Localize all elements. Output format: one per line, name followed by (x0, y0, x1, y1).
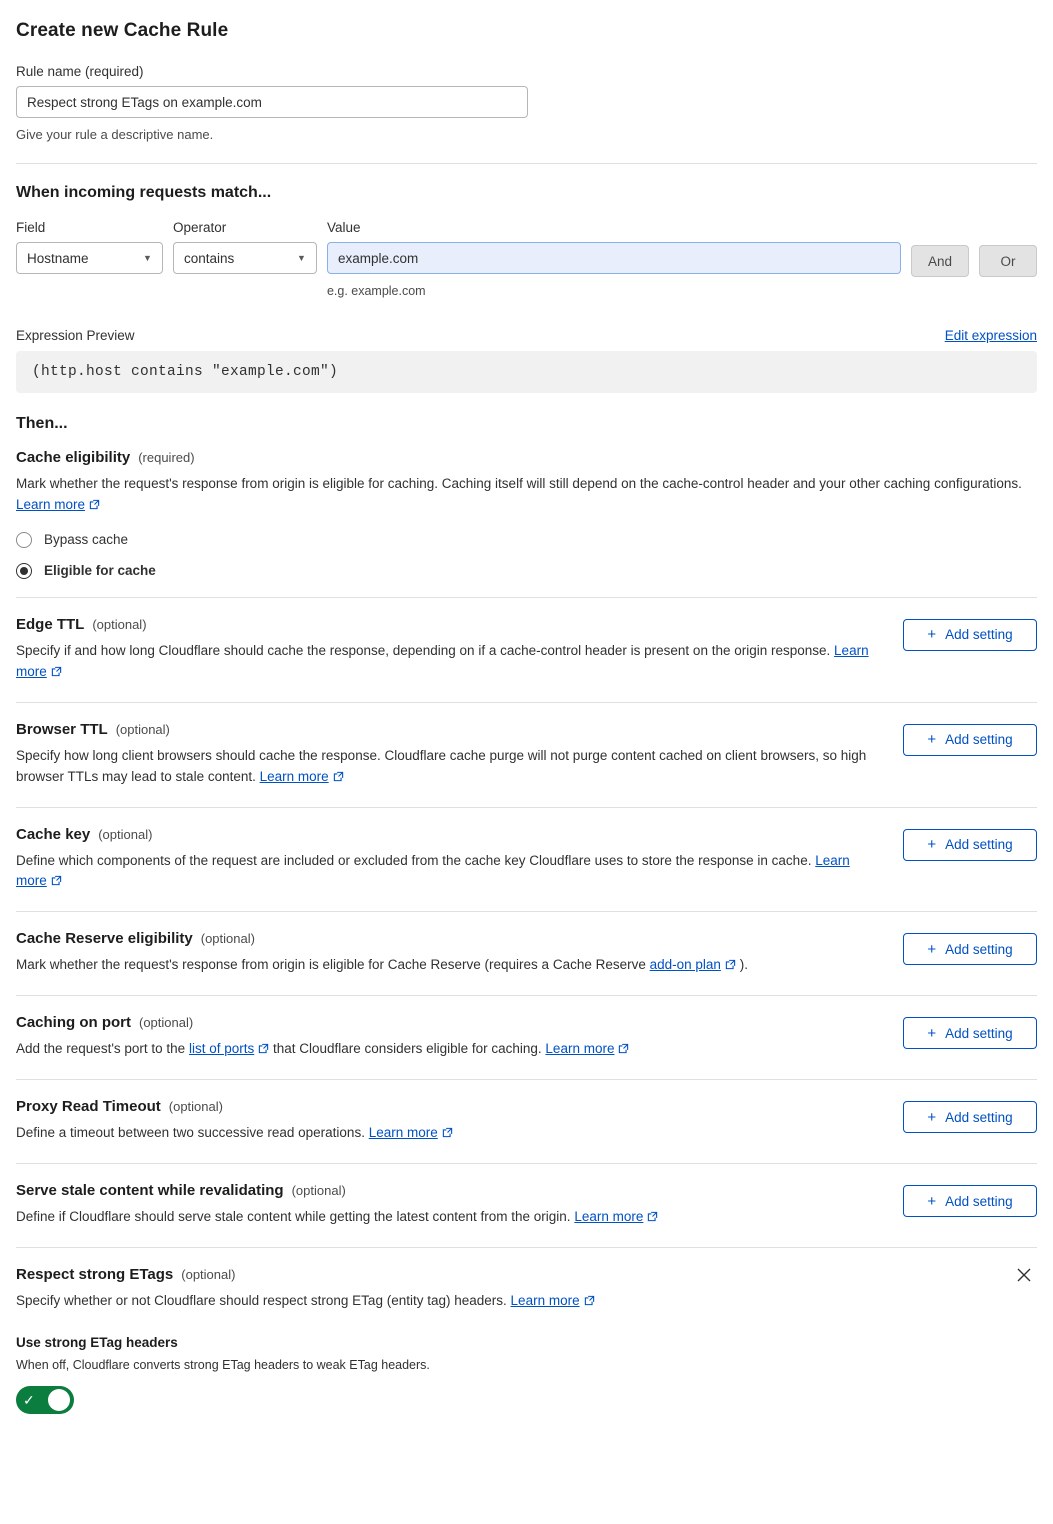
or-button[interactable]: Or (979, 245, 1037, 277)
radio-bypass-cache[interactable] (16, 532, 1037, 548)
cache-reserve-title: Cache Reserve eligibility (16, 930, 193, 948)
operator-select[interactable] (173, 242, 317, 274)
field-select-value: Hostname (27, 250, 89, 266)
add-setting-browser-ttl-button[interactable] (903, 724, 1037, 756)
browser-ttl-title: Browser TTL (16, 720, 108, 738)
setting-browser-ttl (16, 703, 1037, 808)
radio-icon-selected (16, 563, 32, 579)
external-link-icon (333, 768, 344, 789)
serve-stale-optional: (optional) (291, 1183, 346, 1199)
plus-icon: + (927, 836, 937, 854)
rule-name-group (16, 64, 1037, 142)
cache-key-description: Define which components of the request are included or excluded from the cache key Cloudflare uses to store the response in cache. (16, 852, 812, 868)
external-link-icon (442, 1124, 453, 1145)
external-link-icon (258, 1040, 269, 1061)
edge-ttl-optional: (optional) (92, 616, 147, 632)
serve-stale-learn-more[interactable]: Learn more (574, 1209, 644, 1225)
add-setting-label: Add setting (945, 627, 1013, 643)
close-icon[interactable] (1013, 1264, 1035, 1286)
plus-icon: + (927, 731, 937, 749)
external-link-icon (725, 956, 736, 977)
external-link-icon (89, 496, 100, 517)
cache-key-optional: (optional) (98, 826, 153, 842)
add-setting-label: Add setting (945, 837, 1013, 853)
list-of-ports-link[interactable]: list of ports (188, 1041, 255, 1057)
add-setting-caching-on-port-button[interactable] (903, 1017, 1037, 1049)
plus-icon: + (927, 626, 937, 644)
operator-column (173, 220, 317, 274)
etags-optional: (optional) (181, 1267, 236, 1283)
caching-on-port-learn-more[interactable]: Learn more (545, 1041, 615, 1057)
etags-learn-more[interactable]: Learn more (510, 1293, 580, 1309)
divider (16, 163, 1037, 164)
add-setting-label: Add setting (945, 732, 1013, 748)
then-title: Then... (16, 415, 68, 432)
expression-header (16, 328, 1037, 343)
add-setting-proxy-read-timeout-button[interactable] (903, 1101, 1037, 1133)
rule-name-help: Give your rule a descriptive name. (16, 127, 214, 142)
and-button[interactable]: And (911, 245, 969, 277)
proxy-read-timeout-title: Proxy Read Timeout (16, 1098, 161, 1116)
browser-ttl-learn-more[interactable]: Learn more (259, 768, 329, 784)
rule-name-input[interactable] (16, 86, 528, 118)
cache-key-learn-more[interactable]: Learn more (16, 852, 850, 889)
value-label: Value (326, 220, 361, 235)
rule-name-label: Rule name (required) (16, 64, 144, 79)
etags-title: Respect strong ETags (16, 1266, 174, 1284)
setting-serve-stale-content (16, 1164, 1037, 1248)
caching-on-port-optional: (optional) (139, 1015, 194, 1031)
browser-ttl-optional: (optional) (115, 721, 170, 737)
etags-toggle-title: Use strong ETag headers (16, 1334, 178, 1350)
setting-edge-ttl (16, 598, 1037, 703)
use-strong-etag-headers-toggle[interactable] (16, 1386, 74, 1414)
toggle-knob (48, 1389, 70, 1411)
external-link-icon (647, 1208, 658, 1229)
expression-preview-label: Expression Preview (16, 328, 135, 343)
cache-eligibility-title: Cache eligibility (16, 449, 131, 466)
external-link-icon (584, 1292, 595, 1313)
add-setting-label: Add setting (945, 941, 1013, 957)
caching-on-port-description-post: that Cloudflare considers eligible for caching. (273, 1041, 542, 1057)
proxy-read-timeout-learn-more[interactable]: Learn more (368, 1125, 438, 1141)
value-input[interactable] (327, 242, 901, 274)
operator-select-value: contains (183, 250, 235, 266)
plus-icon: + (927, 940, 937, 958)
external-link-icon (51, 663, 62, 684)
edge-ttl-description: Specify if and how long Cloudflare should cache the response, depending on if a cache-control header is present on the origin response. (16, 642, 831, 658)
add-setting-serve-stale-button[interactable] (903, 1185, 1037, 1217)
cache-eligibility-learn-more[interactable]: Learn more (16, 496, 86, 512)
radio-eligible-for-cache[interactable] (16, 563, 1037, 579)
cache-key-title: Cache key (16, 825, 91, 843)
external-link-icon (618, 1040, 629, 1061)
plus-icon: + (927, 1024, 937, 1042)
radio-eligible-for-cache-label: Eligible for cache (44, 563, 156, 579)
etags-description: Specify whether or not Cloudflare should respect strong ETag (entity tag) headers. (16, 1293, 507, 1309)
setting-respect-strong-etags (16, 1248, 1037, 1444)
cache-reserve-addon-plan-link[interactable]: add-on plan (649, 957, 721, 973)
match-section-title: When incoming requests match... (16, 184, 272, 201)
add-setting-label: Add setting (945, 1025, 1013, 1041)
radio-icon (16, 532, 32, 548)
add-setting-edge-ttl-button[interactable] (903, 619, 1037, 651)
check-icon: ✓ (23, 1391, 35, 1408)
cache-reserve-description-pre: Mark whether the request's response from origin is eligible for Cache Reserve (requires a Cache Reserve (16, 957, 646, 973)
plus-icon: + (927, 1108, 937, 1126)
add-setting-cache-reserve-button[interactable] (903, 933, 1037, 965)
caching-on-port-title: Caching on port (16, 1014, 131, 1032)
edge-ttl-learn-more[interactable]: Learn more (16, 642, 869, 679)
cache-reserve-description-post: ). (739, 957, 748, 973)
cache-eligibility-required: (required) (138, 450, 195, 465)
chevron-down-icon: ▼ (143, 252, 152, 263)
operator-label: Operator (172, 220, 227, 235)
plus-icon: + (927, 1192, 937, 1210)
serve-stale-description: Define if Cloudflare should serve stale content while getting the latest content from the origin. (16, 1209, 571, 1225)
value-column (327, 220, 901, 298)
page-title: Create new Cache Rule (16, 20, 229, 41)
field-column (16, 220, 163, 274)
field-label: Field (16, 220, 46, 235)
caching-on-port-description-pre: Add the request's port to the (16, 1041, 186, 1057)
serve-stale-title: Serve stale content while revalidating (16, 1182, 284, 1200)
cache-reserve-optional: (optional) (200, 931, 255, 947)
edit-expression-link[interactable]: Edit expression (944, 328, 1037, 343)
cache-eligibility-description: Mark whether the request's response from origin is eligible for caching. Caching itself will still depend on the cache-control header and your other caching configurations. (16, 476, 1022, 491)
browser-ttl-description: Specify how long client browsers should cache the response. Cloudflare cache purge will not purge content cached on client browsers, so high browser TTLs may lead to stale content. (16, 747, 867, 784)
setting-cache-key (16, 808, 1037, 913)
value-hint: e.g. example.com (326, 284, 426, 298)
add-setting-label: Add setting (945, 1109, 1013, 1125)
radio-bypass-cache-label: Bypass cache (44, 532, 129, 548)
proxy-read-timeout-optional: (optional) (168, 1099, 223, 1115)
setting-cache-reserve-eligibility (16, 912, 1037, 996)
cache-eligibility-block (16, 433, 1037, 598)
setting-caching-on-port (16, 996, 1037, 1080)
match-row (16, 220, 1037, 298)
setting-proxy-read-timeout (16, 1080, 1037, 1164)
chevron-down-icon: ▼ (297, 252, 306, 263)
field-select[interactable] (16, 242, 163, 274)
etags-toggle-description: When off, Cloudflare converts strong ETag headers to weak ETag headers. (16, 1357, 430, 1372)
external-link-icon (51, 872, 62, 893)
proxy-read-timeout-description: Define a timeout between two successive read operations. (16, 1125, 365, 1141)
add-setting-cache-key-button[interactable] (903, 829, 1037, 861)
expression-preview: (http.host contains "example.com") (16, 351, 1037, 393)
and-or-group (911, 220, 1037, 277)
edge-ttl-title: Edge TTL (16, 615, 85, 633)
add-setting-label: Add setting (945, 1193, 1013, 1209)
